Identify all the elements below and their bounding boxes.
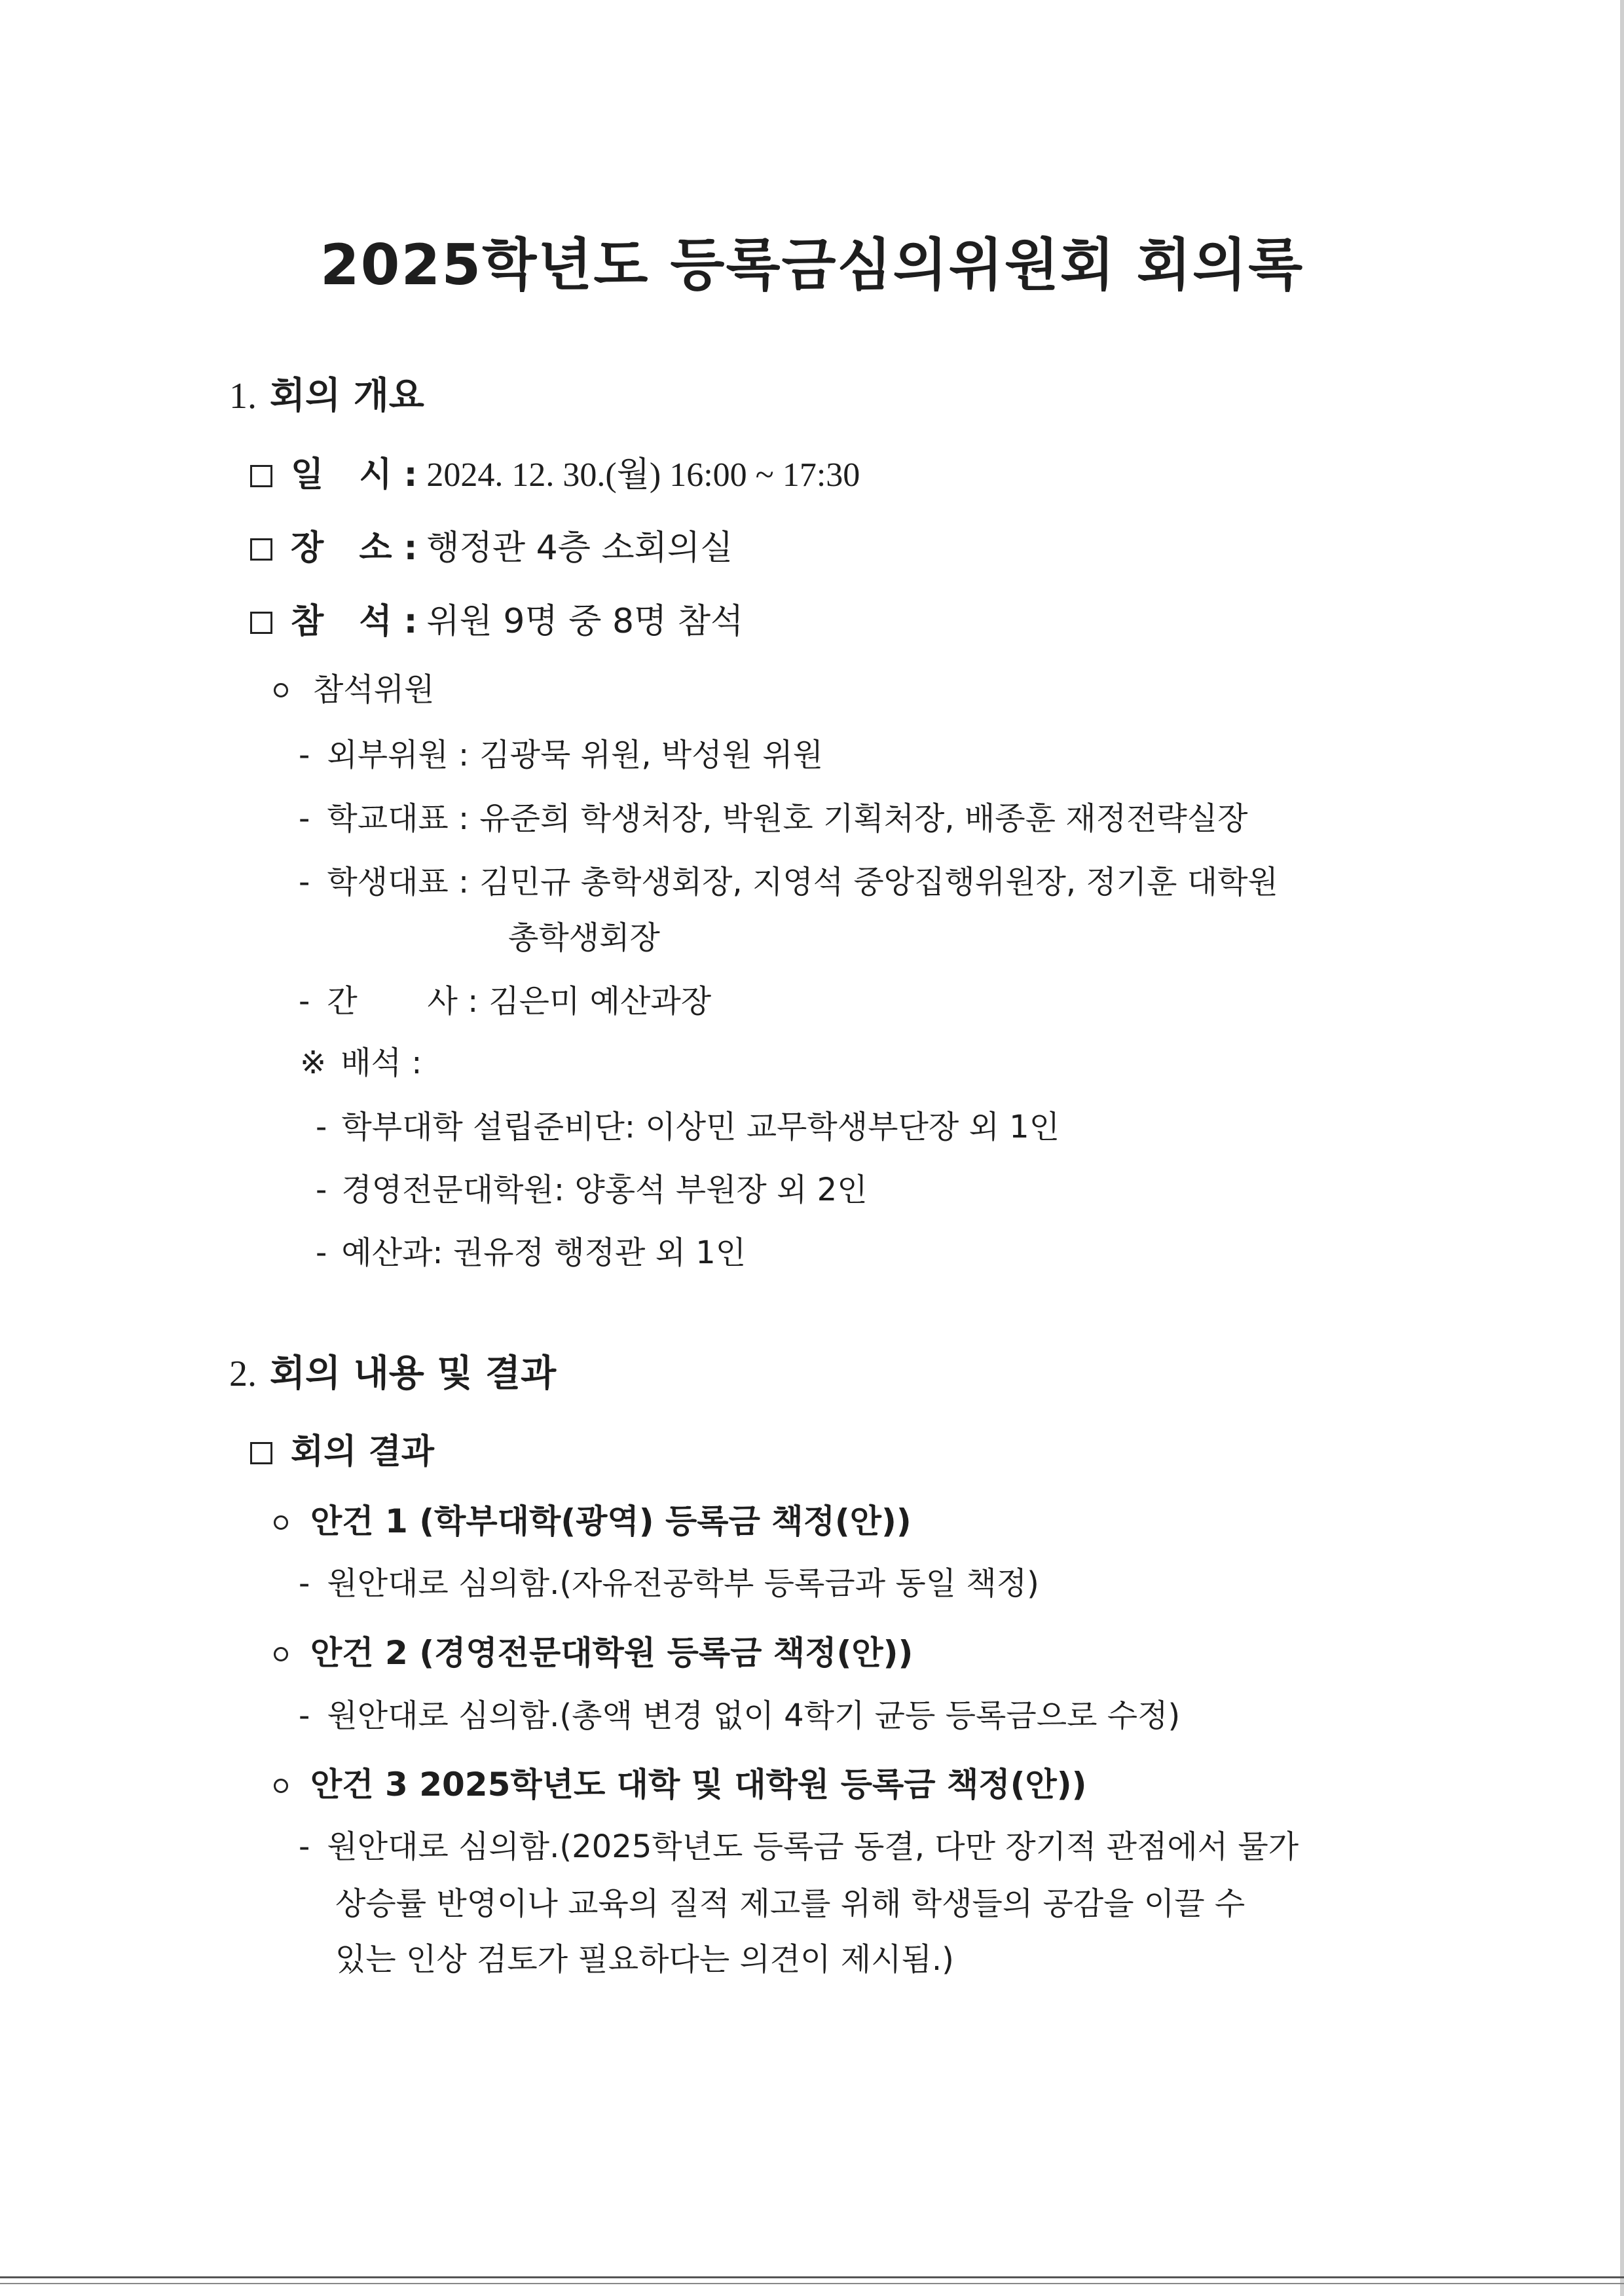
member-row: [299, 792, 1248, 845]
agenda-result-row: - 원안대로 심의함.(2025학년도 등록금 동결, 다만 장기적 관점에서 물가: [299, 1828, 1299, 1865]
place-row: [250, 522, 733, 574]
agenda-result-continued: 상승률 반영이나 교육의 질적 제고를 위해 학생들의 공감을 이끌 수: [335, 1885, 1246, 1922]
section-2-number: 2.: [229, 1354, 257, 1394]
member-names: 김민규 총학생회장, 지영석 중앙집행위원장, 정기훈 대학원: [479, 864, 1278, 900]
observer-row: [316, 1227, 746, 1279]
member-row: [299, 729, 823, 781]
observer-dash: -: [316, 1109, 327, 1145]
agenda-item: [274, 1758, 1086, 1811]
agenda-title: 안건 2 (경영전문대학원 등록금 책정(안)): [310, 1634, 913, 1672]
date-colon: :: [403, 455, 418, 494]
observer-dash: -: [316, 1172, 327, 1208]
observer-row: [316, 1101, 1060, 1153]
agenda-result-continued: 있는 인상 검토가 필요하다는 의견이 제시됨.): [335, 1941, 954, 1978]
observer-note-text: 배석 :: [341, 1045, 422, 1081]
attendance-row: [250, 595, 743, 648]
member-group: 학교대표 :: [327, 800, 470, 837]
member-group: 외부위원 :: [327, 737, 470, 773]
agenda-result-row: - 원안대로 심의함.(자유전공학부 등록금과 동일 책정): [299, 1565, 1039, 1602]
observer-note: [300, 1037, 422, 1089]
member-names: 유준희 학생처장, 박원호 기획처장, 배종훈 재정전략실장: [479, 800, 1248, 837]
section-2-title: 회의 내용 및 결과: [270, 1352, 557, 1395]
secretary-group: 간 사 :: [327, 983, 479, 1020]
secretary-row: [299, 975, 711, 1028]
members-heading: 참석위원: [313, 671, 435, 708]
attendance-colon: :: [403, 602, 418, 641]
place-label: 장 소: [291, 528, 404, 568]
page-edge: [1620, 0, 1624, 2296]
attendance-value: 위원 9명 중 8명 참석: [426, 602, 744, 641]
result-heading: 회의 결과: [291, 1432, 435, 1472]
circle-bullet-icon: [274, 1779, 288, 1793]
agenda-title: 안건 1 (학부대학(광역) 등록금 책정(안)): [310, 1502, 912, 1540]
agenda-result: 원안대로 심의함.(자유전공학부 등록금과 동일 책정): [327, 1565, 1039, 1602]
section-2-heading: [229, 1348, 556, 1400]
circle-bullet-icon: [274, 1647, 288, 1661]
reference-mark-icon: ※: [300, 1045, 327, 1081]
section-1-title: 회의 개요: [270, 375, 424, 417]
agenda-item: [274, 1495, 912, 1547]
place-colon: :: [403, 528, 418, 568]
member-dash: -: [299, 800, 310, 837]
member-dash: -: [299, 737, 310, 773]
bottom-rule: [0, 2276, 1624, 2278]
circle-bullet-icon: [274, 683, 288, 697]
checkbox-square-icon: [250, 538, 272, 561]
section-1-heading: [229, 370, 424, 422]
secretary-dash: -: [299, 983, 310, 1020]
date-value: 2024. 12. 30.(월) 16:00 ~ 17:30: [426, 456, 860, 494]
agenda-result-row: - 원안대로 심의함.(총액 변경 없이 4학기 균등 등록금으로 수정): [299, 1697, 1181, 1734]
checkbox-square-icon: [250, 465, 272, 487]
agenda-title: 안건 3 2025학년도 대학 및 대학원 등록금 책정(안)): [310, 1766, 1087, 1804]
attendance-label: 참 석: [291, 602, 404, 641]
observer-text: 예산과: 권유정 행정관 외 1인: [341, 1234, 747, 1271]
observer-dash: -: [316, 1234, 327, 1271]
checkbox-square-icon: [250, 612, 272, 634]
checkbox-square-icon: [250, 1442, 272, 1464]
member-row: [299, 856, 1278, 908]
date-row: [250, 449, 860, 502]
agenda-item: [274, 1627, 913, 1679]
observer-text: 경영전문대학원: 양홍석 부원장 외 2인: [341, 1172, 868, 1208]
agenda-result: 원안대로 심의함.(2025학년도 등록금 동결, 다만 장기적 관점에서 물가: [327, 1828, 1299, 1865]
member-group: 학생대표 :: [327, 864, 470, 900]
member-names: 김광묵 위원, 박성원 위원: [479, 737, 823, 773]
circle-bullet-icon: [274, 1515, 288, 1530]
member-names-continued: 총학생회장: [508, 919, 660, 956]
observer-row: [316, 1164, 868, 1216]
document-title: 2025학년도 등록금심의위원회 회의록: [320, 232, 1304, 298]
member-dash: -: [299, 864, 310, 900]
secretary-names: 김은미 예산과장: [489, 983, 712, 1020]
observer-text: 학부대학 설립준비단: 이상민 교무학생부단장 외 1인: [341, 1109, 1060, 1145]
date-label: 일 시: [291, 455, 404, 494]
members-heading-row: [274, 663, 434, 716]
place-value: 행정관 4층 소회의실: [426, 528, 733, 568]
section-1-number: 1.: [229, 376, 257, 417]
result-heading-row: [250, 1426, 434, 1478]
agenda-result: 원안대로 심의함.(총액 변경 없이 4학기 균등 등록금으로 수정): [327, 1697, 1181, 1734]
bottom-rule: [0, 2283, 1624, 2284]
